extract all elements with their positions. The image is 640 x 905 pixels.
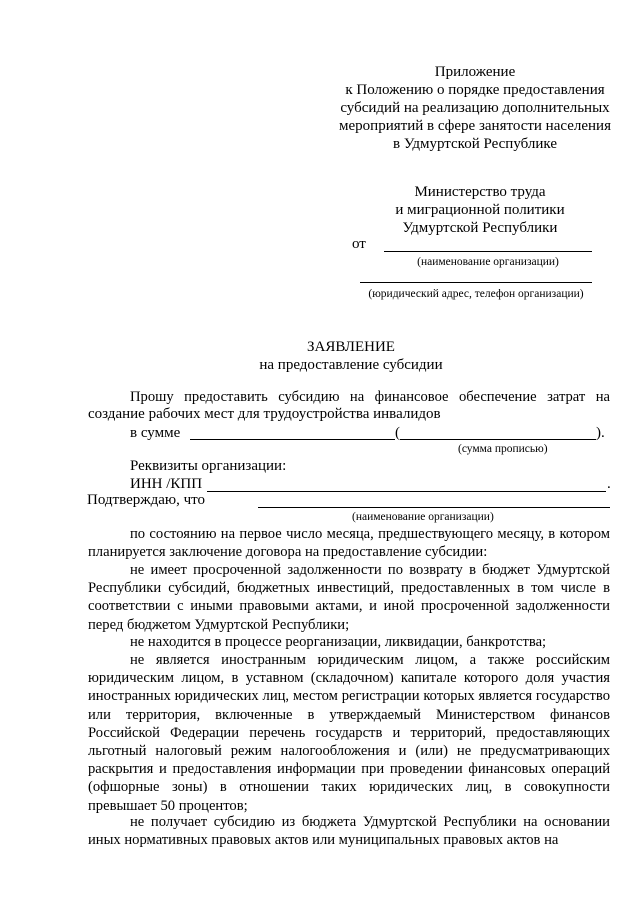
request-line-2: создание рабочих мест для трудоустройства инвалидов — [88, 406, 441, 422]
appendix-block — [330, 63, 620, 153]
org-address-field[interactable] — [360, 282, 592, 283]
ministry-line: Министерство труда — [414, 184, 546, 200]
appendix-line: Приложение — [434, 64, 516, 80]
from-label: от — [352, 236, 366, 252]
appendix-line: мероприятий в сфере занятости населения — [339, 118, 611, 134]
confirm-org-field[interactable] — [258, 507, 610, 508]
appendix-line: к Положению о порядке предоставления — [345, 82, 605, 98]
confirm-org-hint: (наименование организации) — [352, 511, 494, 523]
document-title: ЗАЯВЛЕНИЕ — [307, 339, 395, 355]
confirm-label: Подтверждаю, что — [87, 492, 206, 508]
appendix-line: субсидий на реализацию дополнительных — [340, 100, 610, 116]
inn-kpp-field[interactable] — [207, 491, 606, 492]
amount-words-field[interactable] — [400, 439, 596, 440]
appendix-line: в Удмуртской Республике — [393, 136, 557, 152]
amount-field[interactable] — [190, 439, 395, 440]
inn-label: ИНН /КПП — [130, 476, 203, 492]
inn-end: . — [607, 476, 611, 492]
condition-not-foreign: не является иностранным юридическим лицом, а также российским юридическим лицом, в уставном (складочном) капитале которого доля участия иностранных юридических лиц, местом регистрации которых является государство или территория, включенные в утверждаемый Министерством финансов Российской Федерации перечень государств и территорий, предоставляющих льготный налоговый режим налогообложения и (или) не предусматривающих раскрытия и предоставления информации при проведении финансовых операций (офшорные зоны) в отношении таких юридических лиц, в совокупности превышает 50 процентов; — [88, 652, 610, 814]
document-subtitle: на предоставление субсидии — [259, 357, 443, 373]
ministry-line: и миграционной политики — [395, 202, 565, 218]
ministry-line: Удмуртской Республики — [402, 220, 558, 236]
condition-no-debt: не имеет просроченной задолженности по возврату в бюджет Удмуртской Республики субсидий, бюджетных инвестиций, предоставленных в том числе в соответствии с иными правовыми актами, и иной просроченной задолженности перед бюджетом Удмуртской Республики; — [88, 562, 610, 633]
requisites-label: Реквизиты организации: — [130, 458, 287, 474]
paren-close: ). — [596, 425, 605, 441]
amount-words-hint: (сумма прописью) — [458, 443, 548, 455]
paren-open: ( — [395, 425, 400, 441]
amount-label: в сумме — [130, 425, 181, 441]
org-name-hint: (наименование организации) — [417, 256, 559, 268]
condition-no-reorganization: не находится в процессе реорганизации, ликвидации, банкротства; — [130, 634, 547, 650]
request-line-1: Прошу предоставить субсидию на финансовое обеспечение затрат на — [130, 389, 610, 405]
org-name-field[interactable] — [384, 251, 592, 252]
ministry-block — [360, 183, 600, 237]
intro-paragraph: по состоянию на первое число месяца, предшествующего месяцу, в котором планируется заключение договора на предоставление субсидии: — [88, 526, 610, 561]
org-address-hint: (юридический адрес, телефон организации) — [368, 288, 584, 300]
condition-no-other-subsidy: не получает субсидию из бюджета Удмуртской Республики на основании иных нормативных правовых актов или муниципальных правовых актов на — [88, 814, 610, 849]
